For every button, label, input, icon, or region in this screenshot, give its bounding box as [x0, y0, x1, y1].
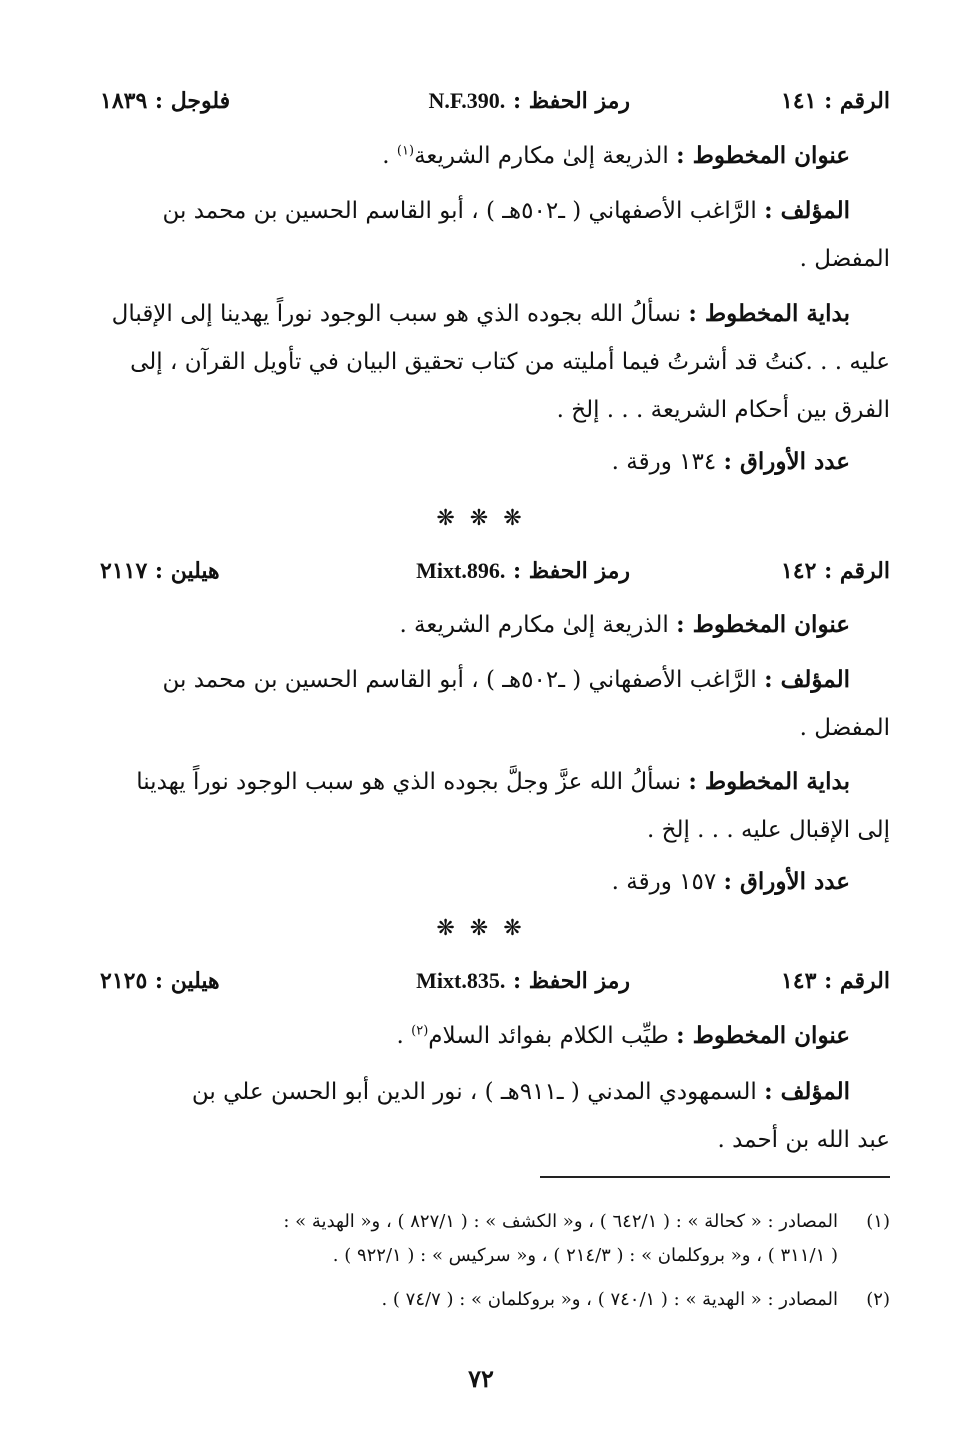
- title-label: عنوان المخطوط :: [676, 1022, 850, 1049]
- collection-number: فلوجل : ١٨٣٩: [100, 88, 231, 114]
- leaves-count: [100, 438, 850, 486]
- title-value: طيِّب الكلام بفوائد السلام: [428, 1023, 669, 1049]
- entry-header: [100, 968, 890, 1002]
- section-separator: ❋ ❋ ❋: [436, 506, 526, 531]
- footnote-text: المصادر : « الهدية » : ( ٧٤٠/١ ) ، و« بروكلمان » : ( ٧٤/٧ ) .: [381, 1289, 838, 1310]
- footnote-ref: (٢): [411, 1023, 429, 1039]
- entry-number: الرقم : ١٤٢: [780, 558, 890, 584]
- author-label: المؤلف :: [764, 1078, 850, 1105]
- footnote-text: المصادر : « كحالة » : ( ٦٤٢/١ ) ، و« الكشف » : ( ٨٢٧/١ ) ، و« الهدية » :: [283, 1211, 838, 1232]
- footnote: [100, 1205, 890, 1273]
- author-line: [100, 656, 850, 704]
- author-text: الرَّاغب الأصفهاني ( ـ٥٠٢هـ ) ، أبو القاسم الحسين بن محمد بن: [162, 198, 757, 224]
- section-separator: ❋ ❋ ❋: [436, 916, 526, 941]
- leaves-count: [100, 858, 850, 906]
- manuscript-title: [100, 132, 850, 180]
- title-label: عنوان المخطوط :: [676, 611, 850, 638]
- author-label: المؤلف :: [764, 197, 850, 224]
- footnote-number: (١): [866, 1211, 890, 1232]
- leaves-label: عدد الأوراق :: [723, 448, 850, 475]
- incipit-line: [100, 290, 850, 338]
- title-label: عنوان المخطوط :: [676, 142, 850, 169]
- entry-number: الرقم : ١٤٣: [780, 968, 890, 994]
- shelfmark: [416, 968, 630, 994]
- author-line: [100, 1068, 850, 1116]
- incipit-line: [100, 758, 850, 806]
- title-end: .: [382, 143, 397, 169]
- shelfmark-value: Mixt.896.: [416, 558, 506, 583]
- author-line-cont: المفضل .: [799, 246, 890, 272]
- footnote-rule: [540, 1176, 890, 1178]
- page-number: ٧٢: [468, 1364, 494, 1393]
- incipit-line-cont: عليه . . .كنتُ قد أشرتُ فيما أمليته من كتاب تحقيق البيان في تأويل القرآن ، إلى: [130, 349, 890, 375]
- incipit-label: بداية المخطوط :: [688, 768, 850, 795]
- author-text: السمهودي المدني ( ـ٩١١هـ ) ، نور الدين أبو الحسن علي بن: [191, 1079, 757, 1105]
- footnote-number: (٢): [866, 1289, 890, 1310]
- shelfmark: [429, 88, 631, 114]
- manuscript-title: [100, 601, 850, 649]
- incipit-text: نسألُ الله عزَّ وجلَّ بجوده الذي هو سبب الوجود نوراً يهدينا: [136, 769, 682, 795]
- incipit-line-cont: الفرق بين أحكام الشريعة . . . إلخ .: [556, 397, 890, 423]
- title-value: الذريعة إلىٰ مكارم الشريعة .: [399, 612, 669, 638]
- incipit-text: نسألُ الله بجوده الذي هو سبب الوجود نوراً يهدينا إلى الإقبال: [111, 301, 682, 327]
- collection-number: هيلين : ٢١٢٥: [100, 968, 220, 994]
- title-value: الذريعة إلىٰ مكارم الشريعة: [414, 143, 669, 169]
- leaves-label: عدد الأوراق :: [723, 868, 850, 895]
- author-line-cont: عبد الله بن أحمد .: [717, 1127, 890, 1153]
- entry-number: الرقم : ١٤١: [780, 88, 890, 114]
- author-text: الرَّاغب الأصفهاني ( ـ٥٠٢هـ ) ، أبو القاسم الحسين بن محمد بن: [162, 667, 757, 693]
- footnote-ref: (١): [396, 143, 415, 159]
- footnote: [100, 1283, 890, 1317]
- leaves-value: ١٣٤ ورقة .: [611, 449, 717, 475]
- incipit-label: بداية المخطوط :: [688, 300, 850, 327]
- title-end: .: [396, 1023, 412, 1049]
- shelfmark-label: رمز الحفظ :: [512, 88, 630, 114]
- author-label: المؤلف :: [764, 666, 850, 693]
- author-line-cont: المفضل .: [799, 715, 890, 741]
- leaves-value: ١٥٧ ورقة .: [611, 869, 717, 895]
- shelfmark: [416, 558, 630, 584]
- footnote-text-cont: ( ٣١١/١ ) ، و« بروكلمان » : ( ٢١٤/٣ ) ، و« سركيس » : ( ٩٢٢/١ ) .: [332, 1245, 838, 1266]
- shelfmark-value: Mixt.835.: [416, 968, 506, 993]
- entry-header: [100, 88, 890, 122]
- entry-header: [100, 558, 890, 592]
- incipit-line-cont: إلى الإقبال عليه . . . إلخ .: [646, 817, 890, 843]
- shelfmark-label: رمز الحفظ :: [512, 968, 630, 994]
- shelfmark-label: رمز الحفظ :: [512, 558, 630, 584]
- collection-number: هيلين : ٢١١٧: [100, 558, 220, 584]
- author-line: [100, 187, 850, 235]
- shelfmark-value: N.F.390.: [428, 88, 506, 113]
- manuscript-title: [100, 1012, 850, 1060]
